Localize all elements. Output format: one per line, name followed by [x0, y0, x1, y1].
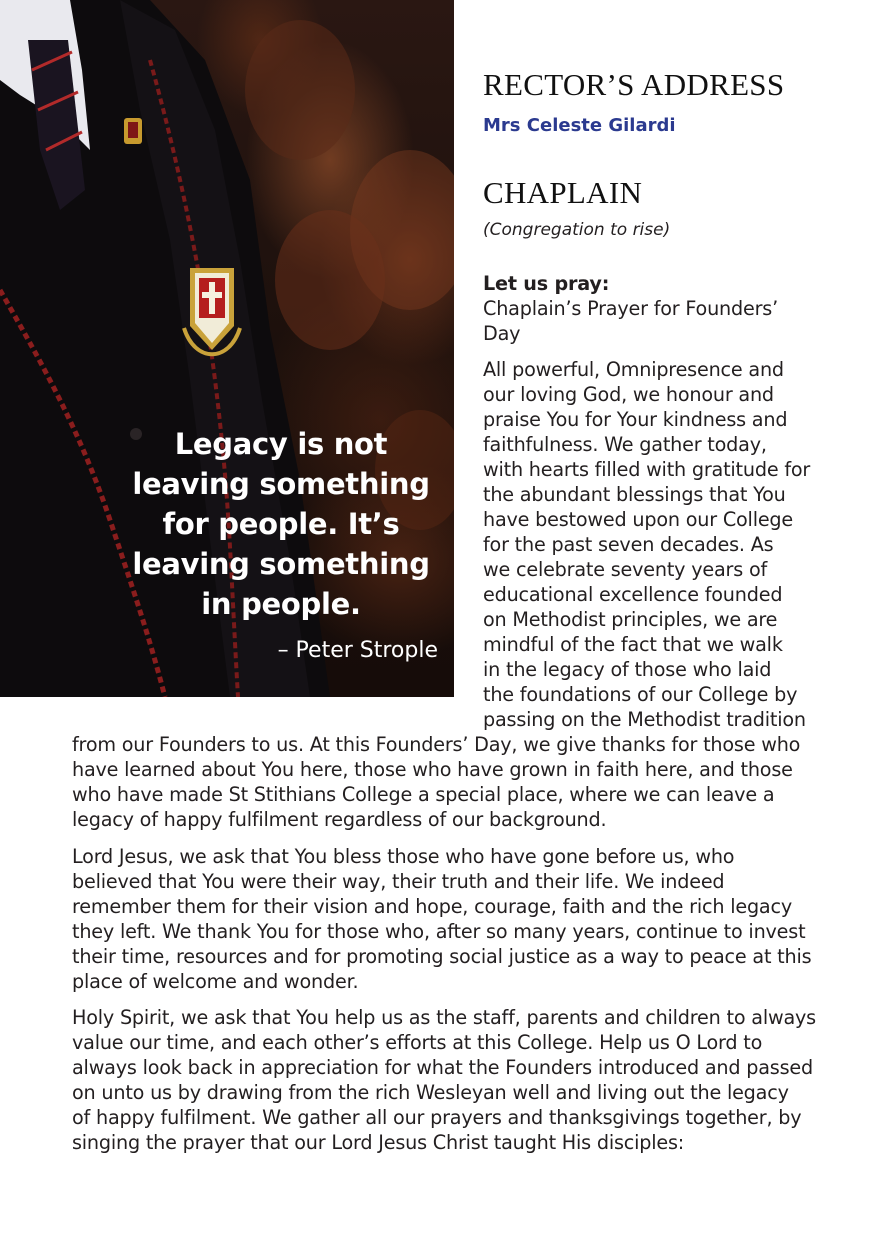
chaplain-heading: CHAPLAIN — [483, 175, 643, 210]
text-line: place of welcome and wonder. — [72, 970, 359, 993]
text-line: value our time, and each other’s efforts at this College. Help us O Lord to — [72, 1031, 763, 1054]
prayer-paragraph-2 — [72, 844, 812, 994]
text-line: mindful of the fact that we walk — [483, 633, 783, 656]
text-line: for the past seven decades. As — [483, 533, 774, 556]
text-line: singing the prayer that our Lord Jesus Christ taught His disciples: — [72, 1131, 685, 1154]
text-line: of happy fulfilment. We gather all our prayers and thanksgivings together, by — [72, 1106, 802, 1129]
quote-line: Legacy is not — [174, 427, 388, 461]
text-line: have learned about You here, those who have grown in faith here, and those — [72, 758, 793, 781]
congregation-instruction: (Congregation to rise) — [483, 220, 671, 240]
quote-line: for people. It’s — [162, 507, 400, 541]
text-line: believed that You were their way, their truth and their life. We indeed — [72, 870, 725, 893]
rector-heading: RECTOR’S ADDRESS — [483, 67, 785, 102]
text-line: the abundant blessings that You — [483, 483, 786, 506]
legacy-quote — [118, 424, 444, 624]
text-line: passing on the Methodist tradition — [483, 708, 806, 731]
text-line: faithfulness. We gather today, — [483, 433, 767, 456]
quote-line: leaving something — [132, 547, 430, 581]
cover-photo — [0, 0, 454, 697]
prayer-paragraph-1-continued — [72, 732, 812, 832]
prayer-title-line: Chaplain’s Prayer for Founders’ — [483, 297, 778, 320]
quote-line: leaving something — [132, 467, 430, 501]
text-line: from our Founders to us. At this Founders’ Day, we give thanks for those who — [72, 733, 801, 756]
text-line: the foundations of our College by — [483, 683, 798, 706]
text-line: in the legacy of those who laid — [483, 658, 772, 681]
text-line: on unto us by drawing from the rich Wesleyan well and living out the legacy — [72, 1081, 789, 1104]
text-line: Holy Spirit, we ask that You help us as the staff, parents and children to always — [72, 1006, 816, 1029]
text-line: Lord Jesus, we ask that You bless those who have gone before us, who — [72, 845, 735, 868]
text-line: with hearts filled with gratitude for — [483, 458, 811, 481]
text-line: our loving God, we honour and — [483, 383, 774, 406]
text-line: have bestowed upon our College — [483, 508, 794, 531]
prayer-title-line: Day — [483, 322, 521, 345]
quote-line: in people. — [201, 587, 361, 621]
prayer-intro — [483, 271, 813, 346]
text-line: legacy of happy fulfilment regardless of our background. — [72, 808, 607, 831]
text-line: praise You for Your kindness and — [483, 408, 788, 431]
text-line: All powerful, Omnipresence and — [483, 358, 784, 381]
text-line: educational excellence founded — [483, 583, 783, 606]
quote-author: – Peter Strople — [277, 638, 438, 663]
rector-name: Mrs Celeste Gilardi — [483, 115, 676, 136]
prayer-label: Let us pray: — [483, 272, 610, 295]
text-line: they left. We thank You for those who, after so many years, continue to invest — [72, 920, 806, 943]
text-line: remember them for their vision and hope, courage, faith and the rich legacy — [72, 895, 792, 918]
text-line: on Methodist principles, we are — [483, 608, 778, 631]
text-line: we celebrate seventy years of — [483, 558, 768, 581]
text-line: who have made St Stithians College a special place, where we can leave a — [72, 783, 775, 806]
text-line: their time, resources and for promoting social justice as a way to peace at this — [72, 945, 812, 968]
prayer-paragraph-3 — [72, 1005, 816, 1155]
prayer-paragraph-1 — [483, 357, 813, 732]
text-line: always look back in appreciation for what the Founders introduced and passed — [72, 1056, 813, 1079]
